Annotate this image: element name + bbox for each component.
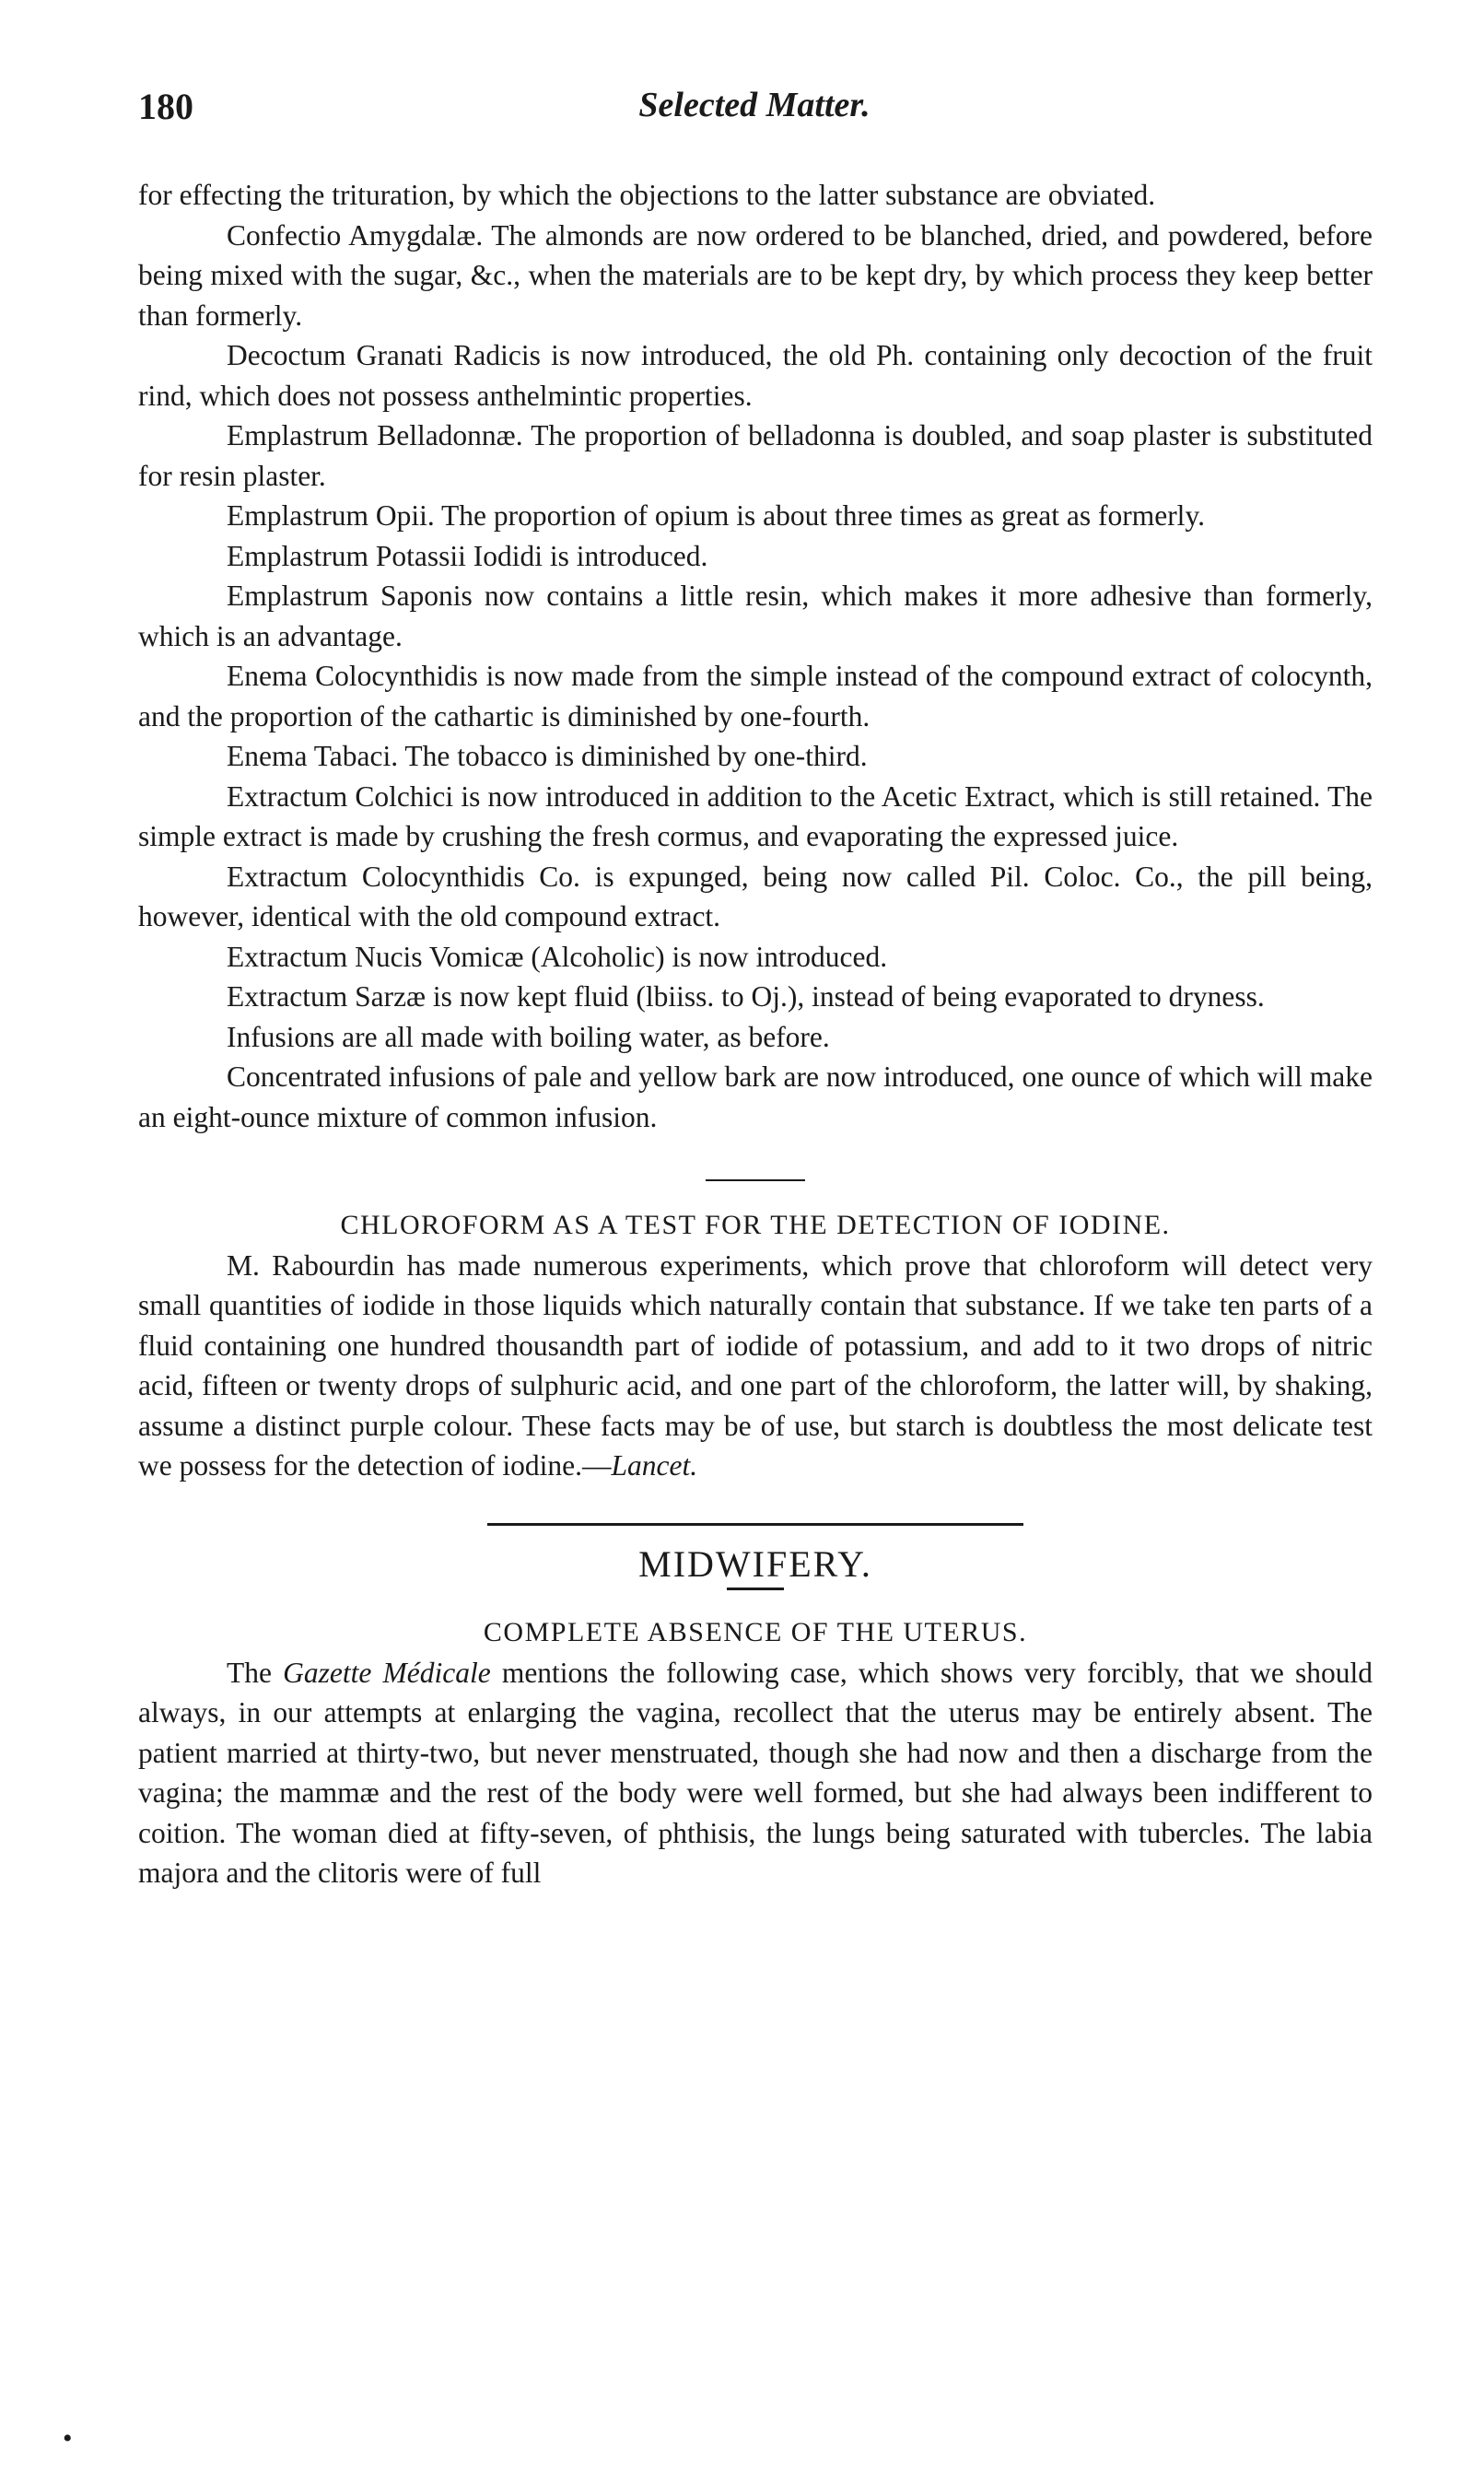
- article-paragraph: [138, 1653, 1373, 1893]
- page-body: [138, 175, 1373, 1893]
- heading-underline: [727, 1588, 784, 1590]
- paragraph: Infusions are all made with boiling water, as before.: [227, 1020, 830, 1053]
- paragraph: Confectio Amygdalæ. The almonds are now ordered to be blanched, dried, and powdered, before being mixed with the sugar, &c., when the materials are to be kept dry, by which process they keep better than formerly.: [138, 218, 1373, 332]
- section-divider: [706, 1179, 805, 1181]
- article-heading: COMPLETE ABSENCE OF THE UTERUS.: [483, 1617, 1028, 1647]
- paragraph: for effecting the trituration, by which the objections to the latter substance are obviated.: [138, 179, 1156, 211]
- article-text: mentions the following case, which shows very forcibly, that we should always, in our attempts at enlarging the vagina, recollect that the uterus may be entirely absent. The patient married at thirty-two, but never menstruated, though she had now and then a discharge from the vagina; the mammæ and the rest of the body were well formed, but she had always been indifferent to coition. The woman died at fifty-seven, of phthisis, the lungs being saturated with tubercles. The labia majora and the clitoris were of full: [138, 1656, 1373, 1889]
- paragraph: Extractum Nucis Vomicæ (Alcoholic) is now introduced.: [227, 940, 888, 973]
- section-divider: [487, 1523, 1023, 1526]
- page-number: 180: [138, 86, 193, 127]
- article-source: Lancet.: [611, 1449, 698, 1482]
- page-header: [138, 85, 1371, 140]
- paragraph: Extractum Sarzæ is now kept fluid (lbiiss. to Oj.), instead of being evaporated to dryness.: [227, 980, 1265, 1013]
- article-text: M. Rabourdin has made numerous experiments, which prove that chloroform will detect very small quantities of iodide in those liquids which naturally contain that substance. If we take ten parts of a fluid containing one hundred thousandth part of iodide of potassium, and add to it two drops of nitric acid, fifteen or twenty drops of sulphuric acid, and one part of the chloroform, the latter will, by shaking, assume a distinct purple colour. These facts may be of use, but starch is doubtless the most delicate test we possess for the detection of iodine.—: [138, 1248, 1373, 1482]
- paragraph: Emplastrum Opii. The proportion of opium is about three times as great as formerly.: [227, 499, 1206, 532]
- margin-dot: •: [63, 2423, 73, 2454]
- paragraph: Emplastrum Potassii Iodidi is introduced.: [227, 539, 708, 572]
- article-paragraph: [138, 1246, 1373, 1486]
- paragraph: Extractum Colocynthidis Co. is expunged, being now called Pil. Coloc. Co., the pill being, however, identical with the old compound extract.: [138, 860, 1373, 932]
- article-text: The: [227, 1656, 284, 1689]
- running-title: Selected Matter.: [638, 86, 871, 124]
- section-heading: MIDWIFERY.: [638, 1542, 872, 1585]
- paragraph: Enema Tabaci. The tobacco is diminished by one-third.: [227, 740, 868, 772]
- paragraph: Concentrated infusions of pale and yellow bark are now introduced, one ounce of which will make an eight-ounce mixture of common infusion.: [138, 1060, 1373, 1133]
- paragraph: Emplastrum Belladonnæ. The proportion of belladonna is doubled, and soap plaster is substituted for resin plaster.: [138, 419, 1373, 492]
- paragraph: Emplastrum Saponis now contains a little resin, which makes it more adhesive than formerly, which is an advantage.: [138, 580, 1373, 652]
- paragraph: Extractum Colchici is now introduced in addition to the Acetic Extract, which is still retained. The simple extract is made by crushing the fresh cormus, and evaporating the expressed juice.: [138, 779, 1373, 852]
- paragraph: Decoctum Granati Radicis is now introduced, the old Ph. containing only decoction of the fruit rind, which does not possess anthelmintic properties.: [138, 339, 1373, 412]
- article-heading: CHLOROFORM AS A TEST FOR THE DETECTION OF IODINE.: [340, 1210, 1171, 1240]
- journal-title: Gazette Médicale: [283, 1656, 491, 1689]
- paragraph: Enema Colocynthidis is now made from the simple instead of the compound extract of colocynth, and the proportion of the cathartic is diminished by one-fourth.: [138, 660, 1373, 732]
